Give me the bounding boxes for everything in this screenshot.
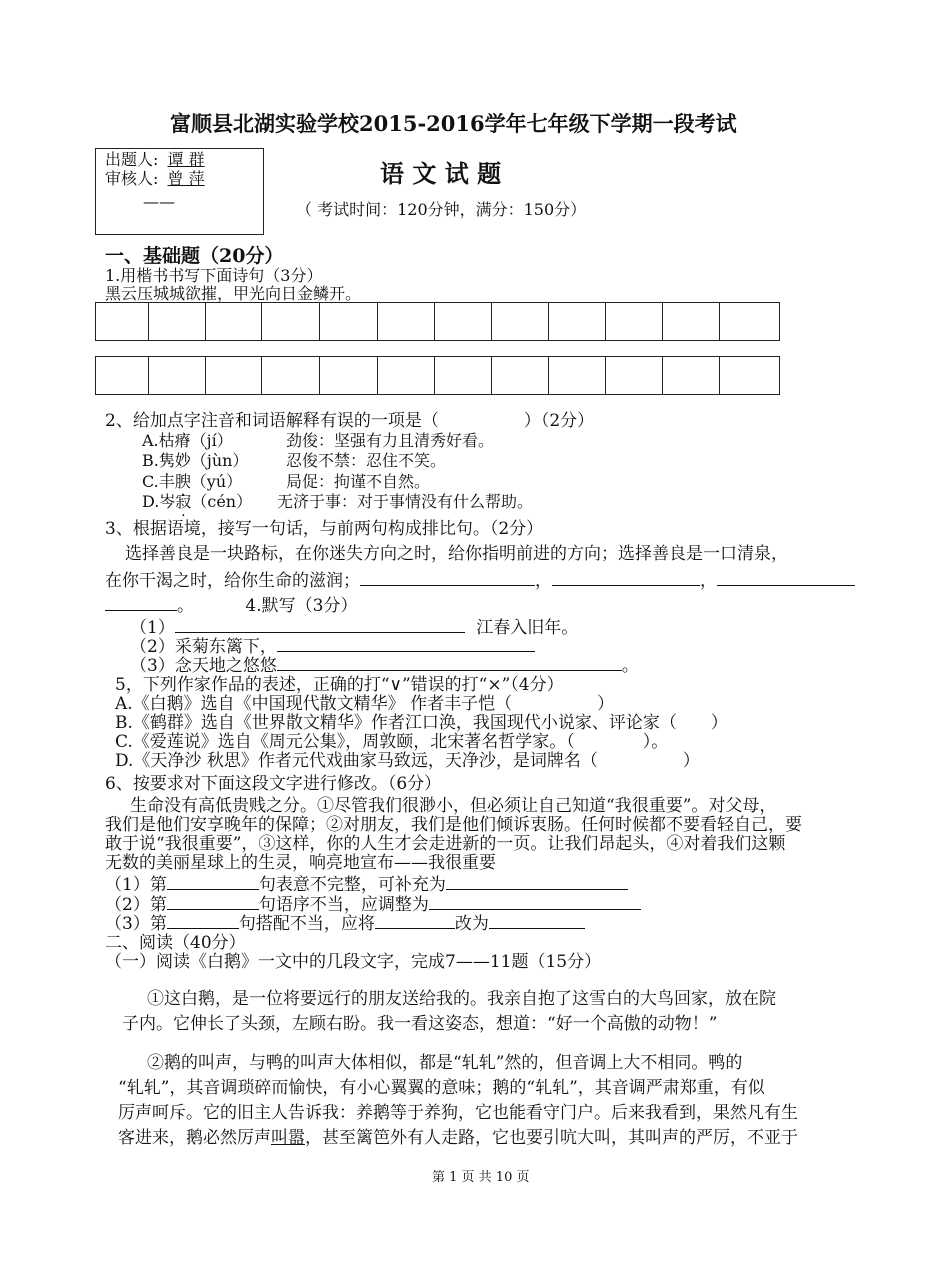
passage-p2-line: “轧轧”，其音调琐碎而愉快，有小心翼翼的意味；鹅的“轧轧”，其音调严肃郑重，有似 xyxy=(118,1078,765,1098)
reading-part1-title: （一）阅读《白鹅》一文中的几段文字，完成7——11题（15分） xyxy=(105,952,602,972)
reviewer-name: 曾 萍 xyxy=(167,169,205,188)
answer-blank[interactable] xyxy=(717,569,855,586)
option-pre: C.丰 xyxy=(142,472,175,491)
q4-item-3-end: 。 xyxy=(621,656,639,676)
section1-title: 一、基础题（20分） xyxy=(105,245,284,267)
writing-grid-row-1[interactable] xyxy=(95,302,780,341)
grid-cell[interactable] xyxy=(720,357,777,394)
grid-cell[interactable] xyxy=(206,303,262,340)
option-reading: （cén） xyxy=(191,492,253,511)
exam-info: （ 考试时间：120分钟，满分：150分） xyxy=(296,200,587,219)
passage-p2-line xyxy=(118,1127,798,1149)
school-title: 富顺县北湖实验学校2015-2016学年七年级下学期一段考试 xyxy=(170,111,737,136)
dotted-char: 腴 xyxy=(174,472,191,491)
grid-cell[interactable] xyxy=(549,303,606,340)
passage-p2-line: ②鹅的叫声，与鸭的叫声大体相似，都是“轧轧”然的，但音调上大不相同。鸭的 xyxy=(147,1053,743,1073)
q2-option-d xyxy=(142,492,534,512)
q2-prompt: 2、给加点字注音和词语解释有误的一项是（ ）（2分） xyxy=(105,411,595,431)
subject-title: 语 文 试 题 xyxy=(380,159,502,188)
option-term: 无济于事：对于事情没有什么帮助。 xyxy=(277,492,534,511)
q4-item-1-num: （1） xyxy=(130,618,175,638)
option-term: 忍俊不禁：忍住不笑。 xyxy=(286,451,447,470)
dotted-char: 寂 xyxy=(175,492,192,511)
passage-text: ，甚至篱笆外有人走路，它也要引吭大叫，其叫声的严厉，不亚于 xyxy=(305,1128,798,1148)
q3-comma: ， xyxy=(700,571,717,591)
answer-blank[interactable] xyxy=(175,616,465,633)
grid-cell[interactable] xyxy=(663,303,720,340)
grid-cell[interactable] xyxy=(262,357,320,394)
answer-label: （2）第 xyxy=(105,895,167,915)
setter-line xyxy=(105,150,205,170)
q4-item-1-end: 江春入旧年。 xyxy=(476,618,579,638)
q6-para-line: 敢于说“我很重要”，③这样，你的人生才会走进新的一页。让我们昂起头，④对着我们这颗 xyxy=(105,834,786,854)
grid-cell[interactable] xyxy=(96,357,149,394)
option-term: 局促：拘谨不自然。 xyxy=(286,472,431,491)
q3-prompt: 3、根据语境，接写一句话，与前两句构成排比句。（2分） xyxy=(105,519,544,539)
option-pre: A.枯 xyxy=(142,431,175,450)
answer-label: （1）第 xyxy=(105,875,167,895)
grid-cell[interactable] xyxy=(96,303,149,340)
answer-blank[interactable] xyxy=(429,893,641,910)
answer-blank[interactable] xyxy=(167,912,239,929)
grid-cell[interactable] xyxy=(206,357,262,394)
passage-text: 客进来，鹅必然厉声 xyxy=(118,1128,271,1148)
grid-cell[interactable] xyxy=(606,303,663,340)
q2-option-b xyxy=(142,451,447,471)
answer-blank[interactable] xyxy=(375,912,455,929)
reviewer-label: 审核人: xyxy=(105,169,159,188)
grid-cell[interactable] xyxy=(435,357,492,394)
q1-poem: 黑云压城城欲摧，甲光向日金鳞开。 xyxy=(105,284,362,303)
answer-blank[interactable] xyxy=(105,594,177,611)
page-number: 第 1 页 共 10 页 xyxy=(432,1170,530,1185)
q4-item-2-text: （2）采菊东篱下， xyxy=(130,637,277,657)
option-reading: （jí） xyxy=(190,431,233,450)
option-pre: B. xyxy=(142,451,159,470)
q3-line-2-text: 在你干渴之时，给你生命的滋润； xyxy=(105,571,360,591)
answer-blank[interactable] xyxy=(167,873,259,890)
grid-cell[interactable] xyxy=(492,303,549,340)
q5-item-d: D.《天净沙 秋思》作者元代戏曲家马致远，天净沙，是词牌名（ ） xyxy=(115,751,700,771)
passage-p1-line: ①这白鹅，是一位将要远行的朋友送给我的。我亲自抱了这雪白的大鸟回家，放在院 xyxy=(147,989,776,1009)
q3-comma: ， xyxy=(535,571,552,591)
answer-label: （3）第 xyxy=(105,914,167,934)
underlined-word: 叫嚣 xyxy=(271,1128,305,1148)
grid-cell[interactable] xyxy=(378,303,435,340)
dotted-char: 瘠 xyxy=(174,431,191,450)
q2-option-a xyxy=(142,431,495,451)
grid-cell[interactable] xyxy=(663,357,720,394)
answer-mid: 句表意不完整，可补充为 xyxy=(258,875,446,895)
answer-blank[interactable] xyxy=(277,654,622,671)
option-reading: （yú） xyxy=(190,472,243,491)
answer-mid: 句语序不当，应调整为 xyxy=(258,895,429,915)
grid-cell[interactable] xyxy=(320,303,378,340)
option-term: 劲俊：坚强有力且清秀好看。 xyxy=(286,431,495,450)
q4-prompt: 4.默写（3分） xyxy=(245,596,358,616)
q1-prompt: 1.用楷书书写下面诗句（3分） xyxy=(105,266,323,285)
q3-line-1: 选择善良是一块路标，在你迷失方向之时，给你指明前进的方向；选择善良是一口清泉， xyxy=(125,544,788,564)
q3-end: 。 xyxy=(177,596,194,616)
answer-mid: 句搭配不当，应将 xyxy=(238,914,375,934)
header-dash: —— xyxy=(143,192,175,211)
answer-blank[interactable] xyxy=(277,635,535,652)
setter-label: 出题人: xyxy=(105,150,159,169)
q6-para-line: 我们是他们安享晚年的保障；②对朋友，我们是他们倾诉衷肠。任何时候都不要看轻自己，要 xyxy=(105,815,802,835)
section2-title: 二、阅读（40分） xyxy=(105,933,246,953)
grid-cell[interactable] xyxy=(320,357,378,394)
q5-item-b: B.《鹤群》选自《世界散文精华》作者江口涣，我国现代小说家、评论家（ ） xyxy=(115,713,728,733)
answer-blank[interactable] xyxy=(552,569,700,586)
setter-name: 谭 群 xyxy=(167,150,205,169)
passage-p2-line: 厉声呵斥。它的旧主人告诉我：养鹅等于养狗，它也能看守门户。后来我看到，果然凡有生 xyxy=(118,1103,798,1123)
answer-end: 改为 xyxy=(454,914,489,934)
grid-cell[interactable] xyxy=(378,357,435,394)
writing-grid-row-2[interactable] xyxy=(95,356,780,395)
grid-cell[interactable] xyxy=(149,303,206,340)
q2-option-c xyxy=(142,472,431,492)
q6-para-line: 生命没有高低贵贱之分。①尽管我们很渺小，但必须让自己知道“我很重要”。对父母， xyxy=(130,796,777,816)
q6-prompt: 6、按要求对下面这段文字进行修改。（6分） xyxy=(105,774,442,794)
grid-cell[interactable] xyxy=(549,357,606,394)
grid-cell[interactable] xyxy=(606,357,663,394)
answer-blank[interactable] xyxy=(360,569,535,586)
answer-blank[interactable] xyxy=(489,912,585,929)
q5-prompt: 5，下列作家作品的表述，正确的打“∨”错误的打“×”（4分） xyxy=(115,675,564,695)
grid-cell[interactable] xyxy=(149,357,206,394)
grid-cell[interactable] xyxy=(492,357,549,394)
option-reading: 妙（jùn） xyxy=(174,451,249,470)
q5-item-a: A.《白鹅》选自《中国现代散文精华》 作者丰子恺（ ） xyxy=(115,694,615,714)
dotted-char: 隽 xyxy=(158,451,175,470)
grid-cell[interactable] xyxy=(262,303,320,340)
q6-para-line: 无数的美丽星球上的生灵，响亮地宣布——我很重要 xyxy=(105,853,496,873)
q4-item-3-text: （3）念天地之悠悠 xyxy=(130,656,277,676)
passage-p1-line: 子内。它伸长了头颈，左顾右盼。我一看这姿态，想道：“好一个高傲的动物！” xyxy=(122,1014,718,1034)
grid-cell[interactable] xyxy=(435,303,492,340)
option-pre: D.岑 xyxy=(142,492,176,511)
q3-line-2 xyxy=(105,569,855,592)
answer-blank[interactable] xyxy=(446,873,628,890)
reviewer-line xyxy=(105,169,205,189)
q5-item-c: C.《爱莲说》选自《周元公集》，周敦颐，北宋著名哲学家。（ ）。 xyxy=(115,732,669,752)
q3-line-3 xyxy=(105,594,357,617)
grid-cell[interactable] xyxy=(720,303,777,340)
answer-blank[interactable] xyxy=(167,893,259,910)
